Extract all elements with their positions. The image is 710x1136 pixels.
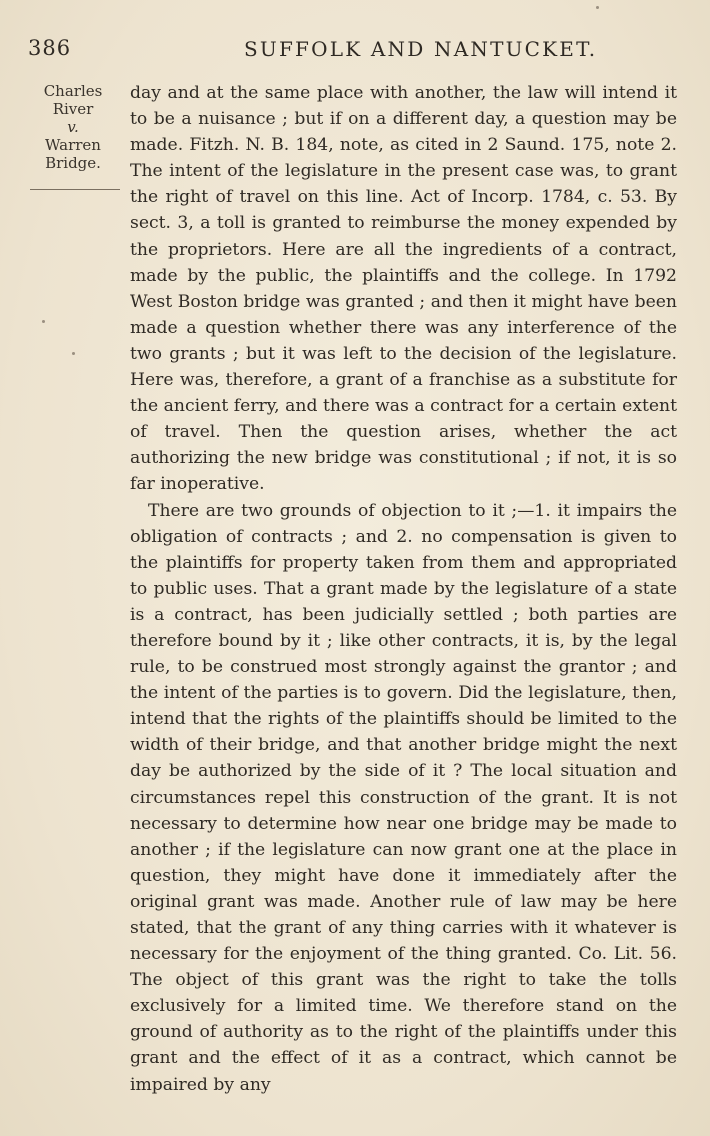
sidenote-divider xyxy=(30,189,120,190)
running-head: SUFFOLK AND NANTUCKET. xyxy=(244,37,598,61)
sidenote-line: Charles xyxy=(43,82,103,100)
sidenote-line: Warren xyxy=(45,136,101,154)
sidenote-line: Bridge. xyxy=(45,154,101,172)
case-sidenote xyxy=(24,82,122,172)
paper-speck xyxy=(596,6,599,9)
paragraph: day and at the same place with another, the law will intend it to be a nuisance ; but if on a different day, a question may be made. Fitzh. N. B. 184, note, as cited in 2 Saund. 175, note 2. The intent of the legislature in the present case was, to grant the right of travel on this line. Act of Incorp. 1784, c. 53. By sect. 3, a toll is granted to reimburse the money expended by the proprietors. Here are all the ingredients of a contract, made by the public, the plaintiffs and the college. In 1792 West Boston bridge was granted ; and then it might have been made a question whether there was any interference of the two grants ; but it was left to the decision of the legislature. Here was, therefore, a grant of a franchise as a substitute for the ancient ferry, and there was a contract for a certain extent of travel. Then the question arises, whether the act authorizing the new bridge was constitutional ; if not, it is so far inoperative. xyxy=(130,83,677,495)
paper-speck xyxy=(42,320,45,323)
body-text xyxy=(130,80,677,1098)
paper-speck xyxy=(72,352,75,355)
sidenote-line: v. xyxy=(67,118,79,136)
page-number: 386 xyxy=(28,36,72,60)
paragraph: There are two grounds of objection to it ;—1. it impairs the obligation of contracts ; and 2. no compensation is given to the plaintiffs for property taken from them and appropriated to public uses. That a grant made by the legislature of a state is a contract, has been judicially settled ; both parties are therefore bound by it ; like other contracts, it is, by the legal rule, to be construed most strongly against the grantor ; and the intent of the parties is to govern. Did the legislature, then, intend that the rights of the plaintiffs should be limited to the width of their bridge, and that another bridge might the next day be authorized by the side of it ? The local situation and circumstances repel this construction of the grant. It is not necessary to determine how near one bridge may be made to another ; if the legislature can now grant one at the place in question, they might have done it immediately after the original grant was made. Another rule of law may be here stated, that the grant of any thing carries with it whatever is necessary for the enjoyment of the thing granted. Co. Lit. 56. The object of this grant was the right to take the tolls exclusively for a limited time. We therefore stand on the ground of authority as to the right of the plaintiffs under this grant and the effect of it as a contract, which cannot be impaired by any xyxy=(130,500,677,1095)
sidenote-line: River xyxy=(52,100,94,118)
